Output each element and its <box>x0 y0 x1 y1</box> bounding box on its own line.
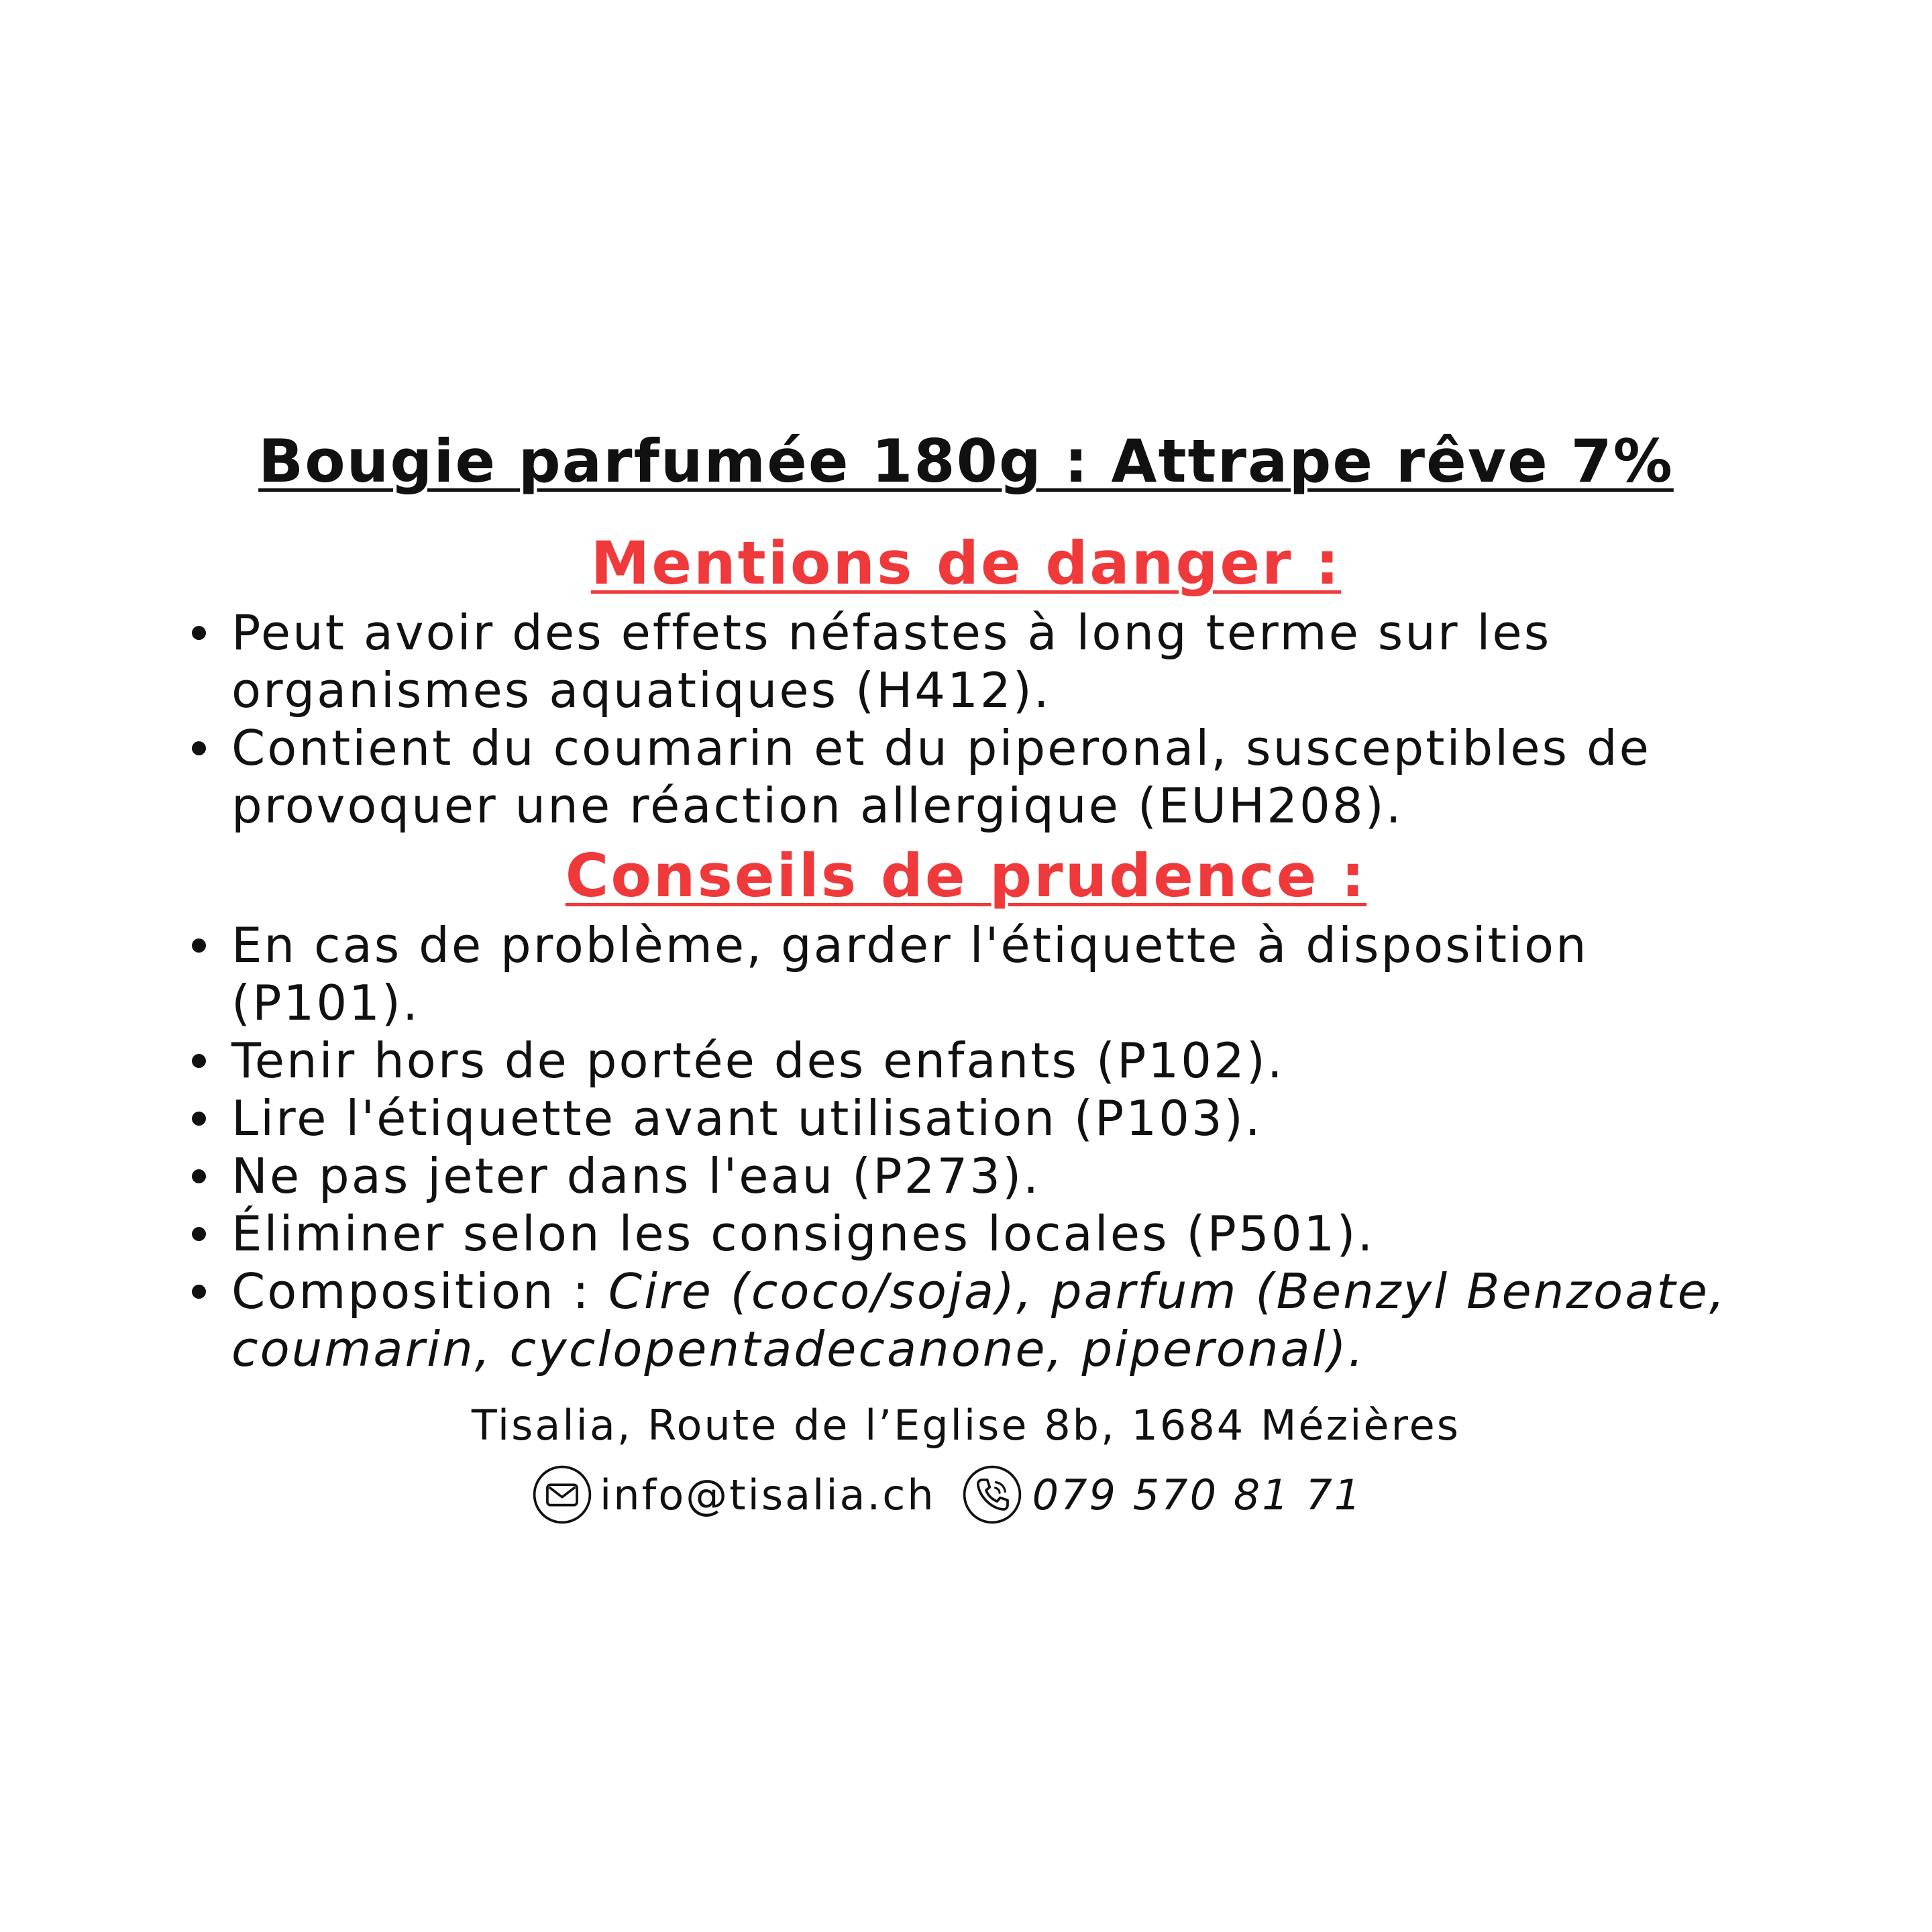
prudence-heading: Conseils de prudence : <box>565 841 1367 910</box>
phone-icon <box>961 1464 1023 1525</box>
product-title: Bougie parfumée 180g : Attrape rêve 7% <box>258 427 1674 496</box>
prudence-item <box>188 916 1771 1032</box>
danger-item <box>188 719 1771 835</box>
bullet-icon <box>192 1285 206 1299</box>
composition-label: Composition : <box>231 1263 608 1320</box>
composition-item <box>188 1263 1771 1378</box>
company-address: Tisalia, Route de l’Eglise 8b, 1684 Mézières <box>471 1401 1461 1450</box>
danger-item-text: Contient du coumarin et du piperonal, susceptibles de provoquer une réaction allergique (EUH208). <box>231 720 1651 834</box>
prudence-item-text: Ne pas jeter dans l'eau (P273). <box>231 1148 1041 1204</box>
prudence-item <box>188 1147 1771 1205</box>
danger-heading: Mentions de danger : <box>590 529 1342 598</box>
composition-value: Cire (coco/soja), parfum (Benzyl Benzoate, coumarin, cyclopentadecanone, piperonal). <box>231 1263 1727 1377</box>
bullet-icon <box>192 1227 206 1241</box>
prudence-list <box>188 916 1771 1378</box>
contact-row <box>531 1461 1362 1528</box>
prudence-item <box>188 1205 1771 1263</box>
bullet-icon <box>192 741 206 755</box>
bullet-icon <box>192 1054 206 1068</box>
prudence-item-text: En cas de problème, garder l'étiquette à disposition (P101). <box>231 917 1589 1031</box>
bullet-icon <box>192 1169 206 1183</box>
phone-number[interactable]: 079 570 81 71 <box>1032 1470 1363 1519</box>
danger-list <box>188 604 1771 835</box>
prudence-item-text: Éliminer selon les consignes locales (P501). <box>231 1205 1375 1262</box>
prudence-item <box>188 1032 1771 1089</box>
prudence-item-text: Lire l'étiquette avant utilisation (P103). <box>231 1090 1263 1146</box>
danger-item-text: Peut avoir des effets néfastes à long terme sur les organismes aquatiques (H412). <box>231 604 1552 718</box>
danger-item <box>188 604 1771 719</box>
bullet-icon <box>192 626 206 640</box>
prudence-item-text: Tenir hors de portée des enfants (P102). <box>231 1032 1285 1089</box>
prudence-item <box>188 1089 1771 1147</box>
envelope-icon <box>531 1464 593 1525</box>
bullet-icon <box>192 1112 206 1126</box>
email-link[interactable]: info@tisalia.ch <box>600 1470 936 1519</box>
bullet-icon <box>192 938 206 953</box>
